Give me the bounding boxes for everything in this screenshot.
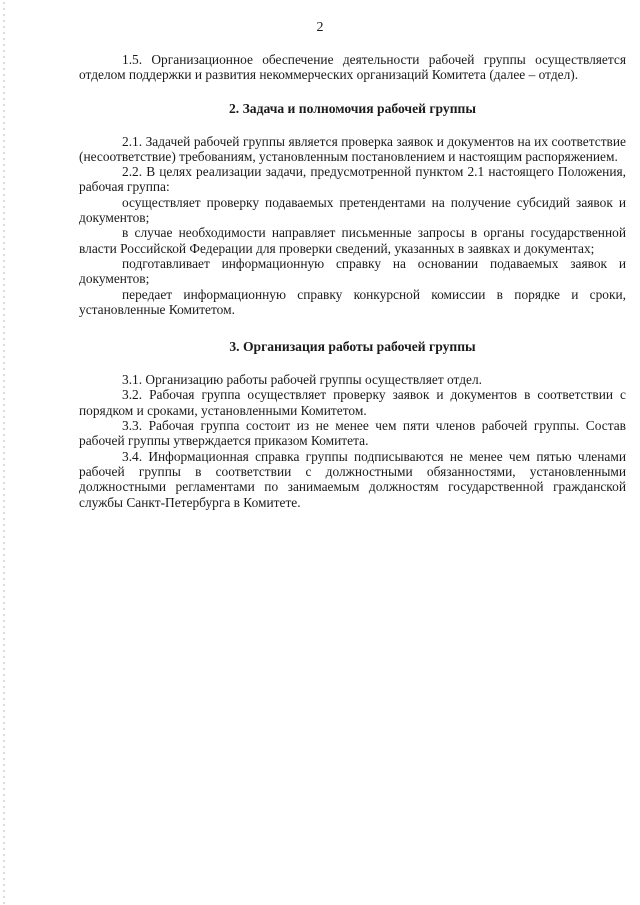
section-3-heading: 3. Организация работы рабочей группы (229, 339, 476, 355)
list-item-2: в случае необходимости направляет письменные запросы в органы государственной власти Российской Федерации для проверки сведений, указанных в заявках и документах; (79, 225, 626, 256)
list-item-1: осуществляет проверку подаваемых претендентами на получение субсидий заявок и документов; (79, 194, 626, 226)
paragraph-3-4: 3.4. Информационная справка группы подписываются не менее чем пятью членами рабочей группы в соответствии с должностными обязанностями, установленными должностными регламентами по занимаемым должностям государственной гражданской службы Санкт-Петербурга в Комитете. (79, 448, 626, 510)
page-number: 2 (316, 20, 324, 35)
list-item-3: подготавливает информационную справку на основании подаваемых заявок и документов; (79, 255, 626, 287)
paragraph-2-1: 2.1. Задачей рабочей группы является проверка заявок и документов на их соответствие (несоответствие) требованиям, установленным постановлением и настоящим распоряжением. (79, 133, 626, 164)
scan-edge-marks (2, 0, 6, 905)
paragraph-2-2: 2.2. В целях реализации задачи, предусмотренной пунктом 2.1 настоящего Положения, рабочая группа: (79, 164, 626, 195)
paragraph-3-3: 3.3. Рабочая группа состоит из не менее чем пяти членов рабочей группы. Состав рабочей группы утверждается приказом Комитета. (79, 418, 626, 449)
list-item-4: передает информационную справку конкурсной комиссии в порядке и сроки, установленные Комитетом. (79, 286, 626, 317)
paragraph-3-2: 3.2. Рабочая группа осуществляет проверку заявок и документов в соответствии с порядком и сроками, установленными Комитетом. (79, 387, 626, 418)
paragraph-1-5: 1.5. Организационное обеспечение деятельности рабочей группы осуществляется отделом поддержки и развития некоммерческих организаций Комитета (далее – отдел). (79, 52, 626, 83)
paragraph-3-1: 3.1. Организацию работы рабочей группы осуществляет отдел. (122, 372, 483, 388)
document-body (79, 52, 626, 510)
section-2-heading: 2. Задача и полномочия рабочей группы (229, 100, 476, 116)
